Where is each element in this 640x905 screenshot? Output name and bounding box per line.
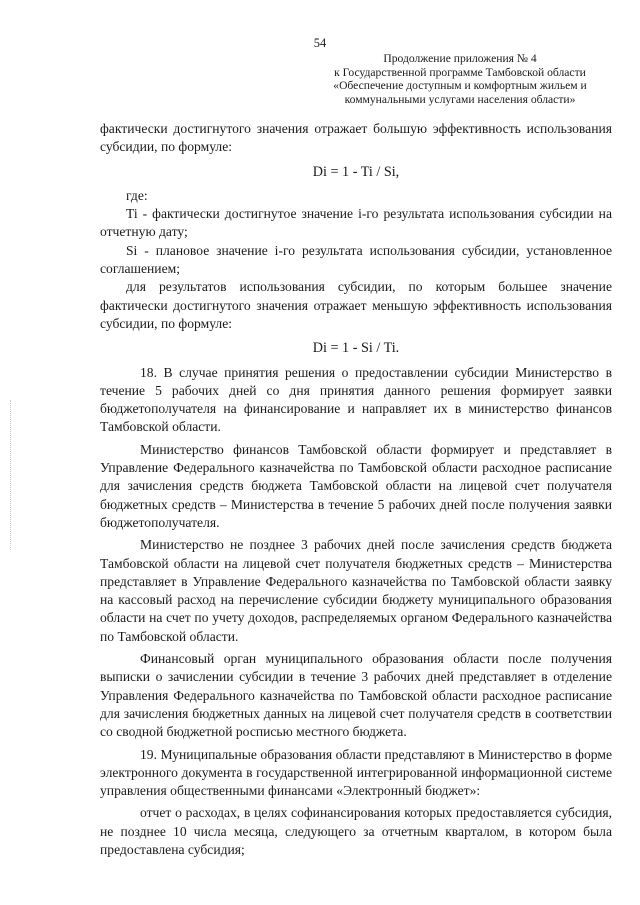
paragraph: для результатов использования субсидии, по которым большее значение фактически достигнутого значения отражает меньшую эффективность использования субсидии, по формуле:: [100, 279, 612, 331]
paragraph: Министерство финансов Тамбовской области формирует и представляет в Управление Федерального казначейства по Тамбовской области расходное расписание для зачисления средств бюджета Тамбовской области на лицевой счет получателя бюджетных средств – Министерства в течение 5 рабочих дней после получения заявки бюджетополучателя.: [100, 441, 612, 530]
paragraph: 18. В случае принятия решения о предоставлении субсидии Министерство в течение 5 рабочих дней со дня принятия данного решения формирует заявки бюджетополучателя на финансирование и направляет их в министерство финансов Тамбовской области.: [100, 364, 612, 435]
paragraph: фактически достигнутого значения отражает большую эффективность использования субсидии, по формуле:: [100, 121, 612, 155]
paragraph: 19. Муниципальные образования области представляют в Министерство в форме электронного документа в государственной интегрированной информационной системе управления общественными финансами «Электронный бюджет»:: [100, 746, 612, 799]
paragraph: Si - плановое значение i-го результата использования субсидии, установленное соглашением;: [100, 242, 612, 277]
paragraph: отчет о расходах, в целях софинансирования которых предоставляется субсидия, не позднее 10 числа месяца, следующего за отчетным кварталом, в котором была предоставлена субсидия;: [100, 805, 612, 857]
page-number: 54: [313, 36, 327, 50]
scan-edge-mark: [10, 400, 13, 550]
header-line: коммунальными услугами населения области»: [344, 92, 576, 106]
paragraph: где:: [126, 187, 148, 203]
paragraph: Финансовый орган муниципального образования области после получения выписки о зачислении субсидии в течение 3 рабочих дней представляет в отделение Управления Федерального казначейства по Тамбовской области расходное расписание для зачисления бюджетных данных на лицевой счет получателя средств в соответствии со сводной бюджетной росписью местного бюджета.: [100, 651, 612, 740]
formula: Di = 1 - Ti / Si,: [312, 163, 400, 180]
header-line: «Обеспечение доступным и комфортным жильем и: [333, 79, 587, 93]
document-body: [100, 120, 612, 859]
formula: Di = 1 - Si / Ti.: [312, 340, 400, 357]
header-line: Продолжение приложения № 4: [383, 52, 537, 65]
paragraph: Министерство не позднее 3 рабочих дней после зачисления средств бюджета Тамбовской области на лицевой счет получателя бюджетных средств – Министерства представляет в Управление Федерального казначейства по Тамбовской области заявку на кассовый расход на перечисление субсидии бюджету муниципального образования области на счет по учету доходов, распределяемых органом Федерального казначейства по Тамбовской области.: [100, 537, 612, 644]
header-line: к Государственной программе Тамбовской области: [334, 65, 586, 79]
appendix-header: [310, 52, 610, 106]
paragraph: Ti - фактически достигнутое значение i-го результата использования субсидии на отчетную дату;: [100, 206, 612, 240]
